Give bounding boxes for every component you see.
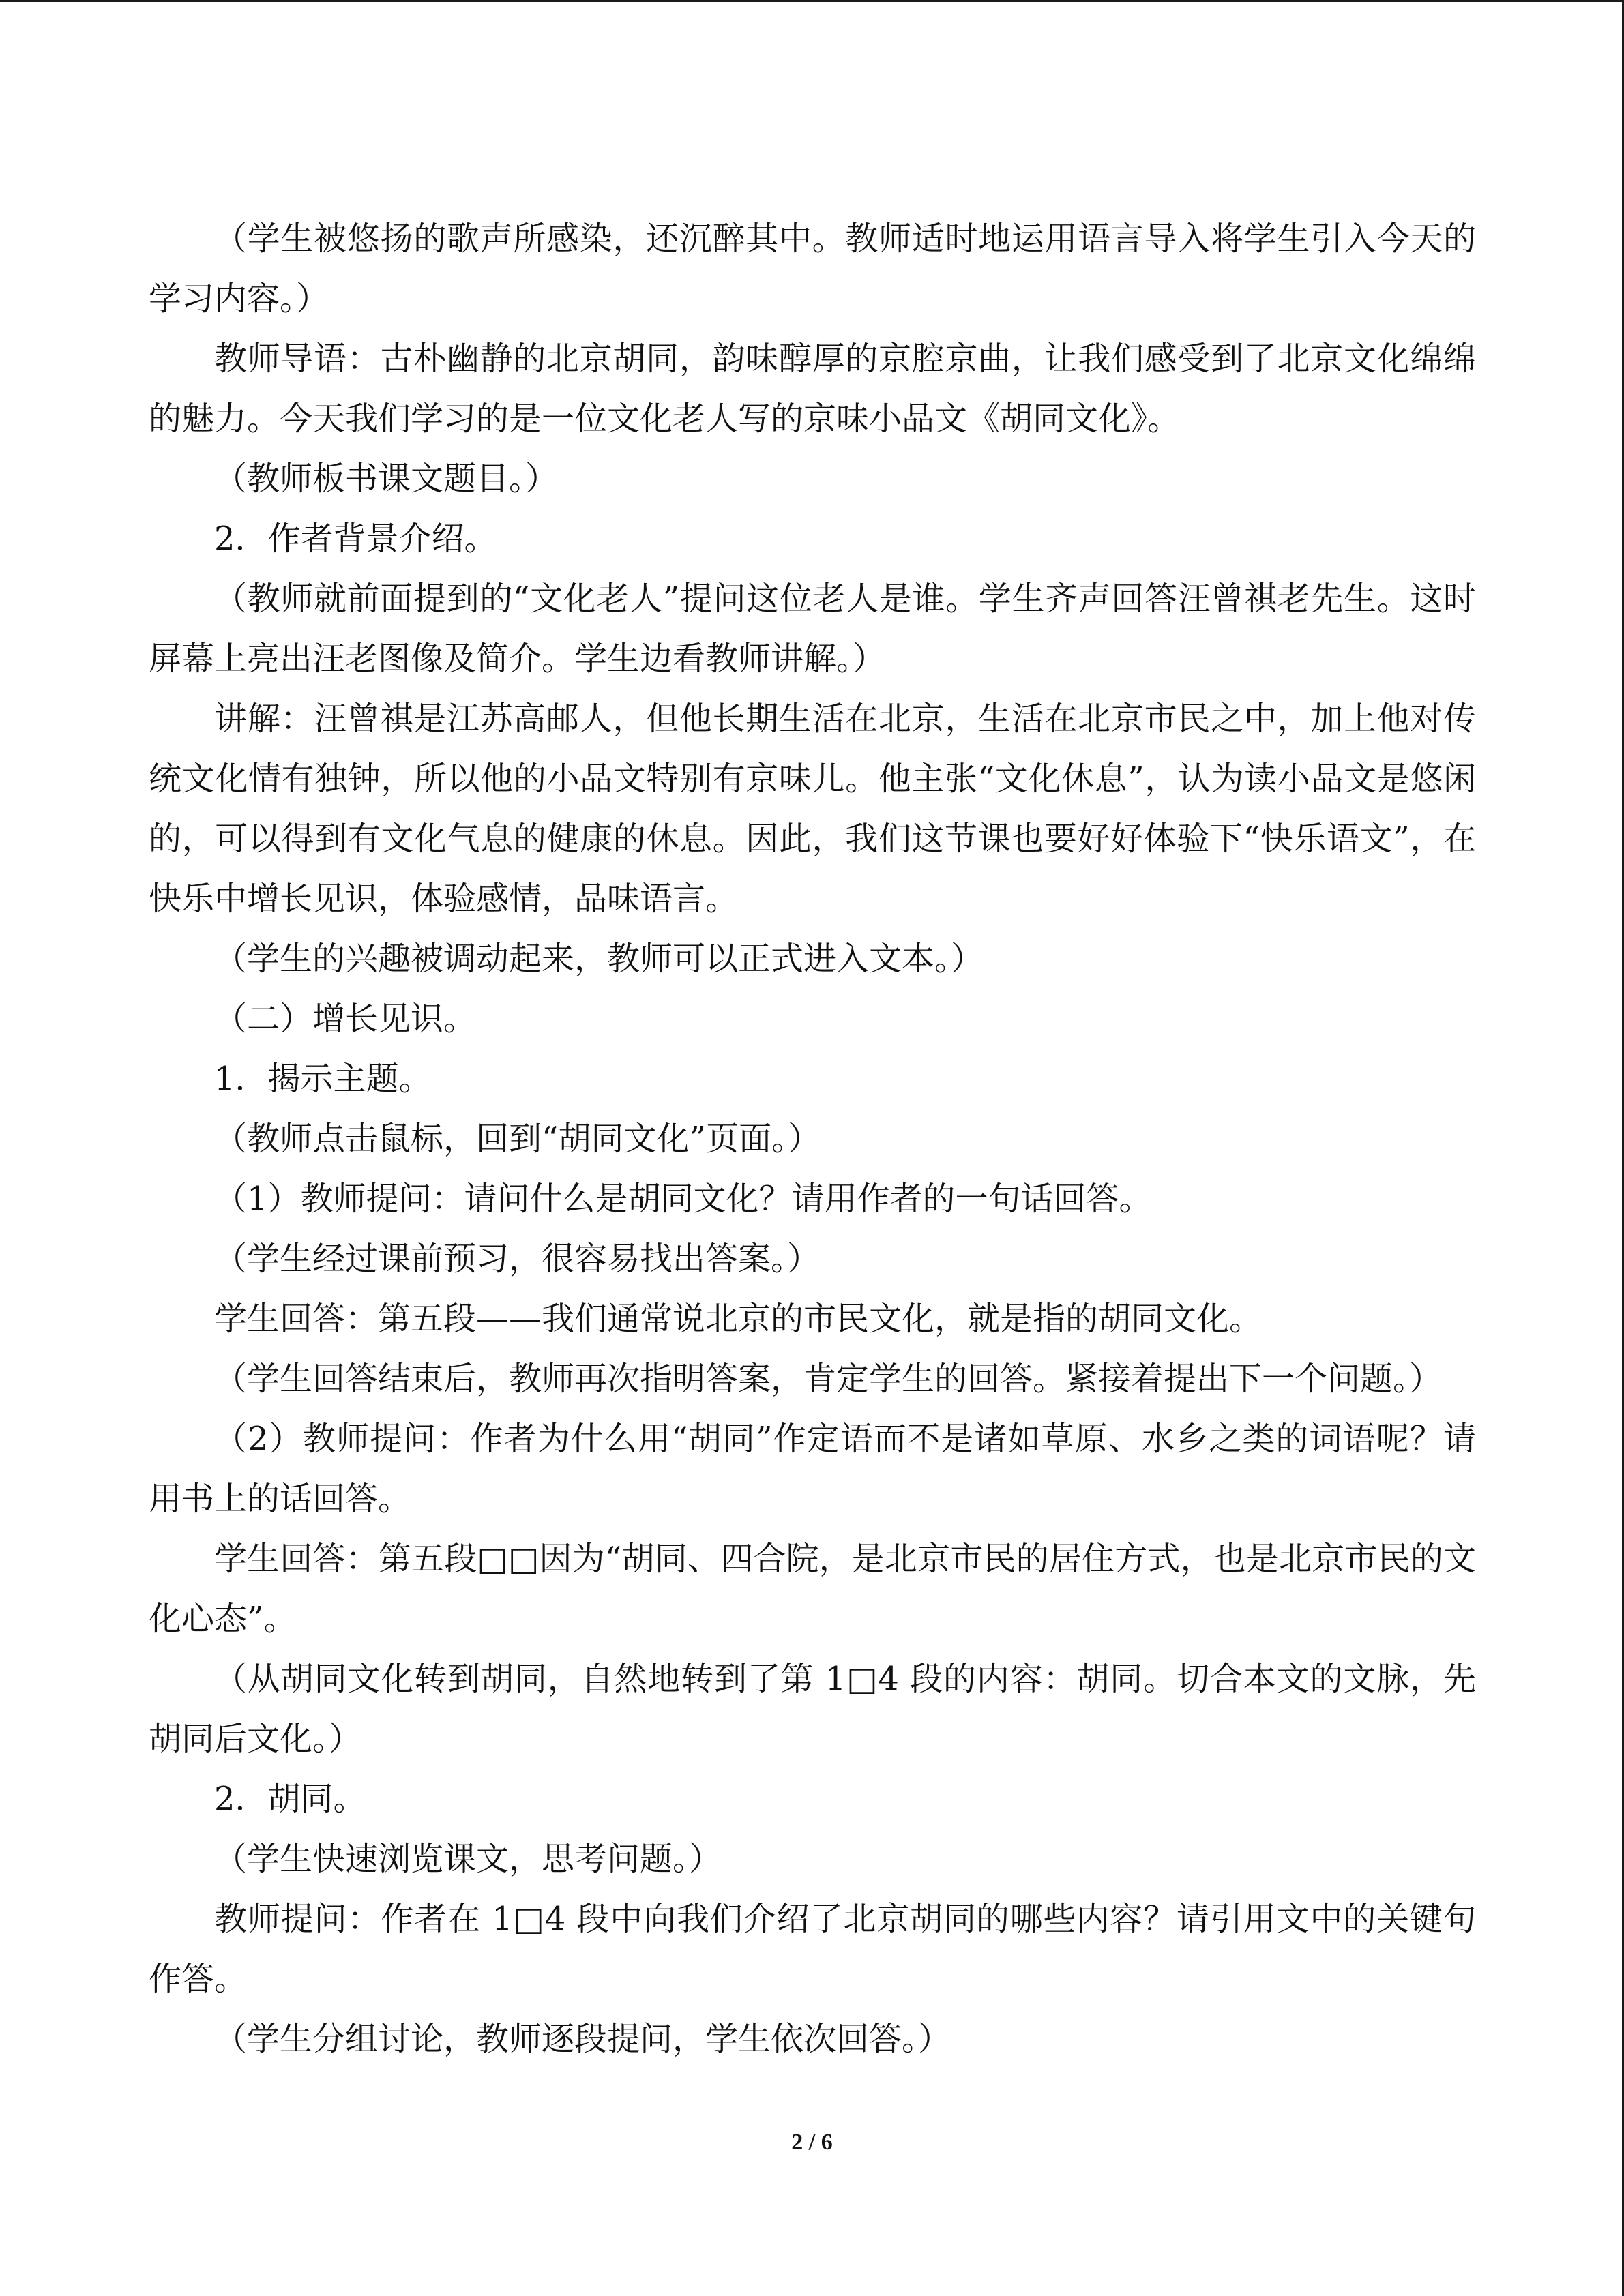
paragraph-16: 学生回答：第五段□□因为“胡同、四合院，是北京市民的居住方式，也是北京市民的文化心态”。 — [149, 1540, 1476, 1638]
paragraph-17: （从胡同文化转到胡同，自然地转到了第 1□4 段的内容：胡同。切合本文的文脉，先胡同后文化。） — [149, 1660, 1476, 1758]
paragraph-1: （学生被悠扬的歌声所感染，还沉醉其中。教师适时地运用语言导入将学生引入今天的学习内容。） — [149, 220, 1476, 318]
paragraph-14: （学生回答结束后，教师再次指明答案，肯定学生的回答。紧接着提出下一个问题。） — [214, 1360, 1443, 1398]
paragraph-19: （学生快速浏览课文，思考问题。） — [214, 1840, 722, 1878]
paragraph-7: （学生的兴趣被调动起来，教师可以正式进入文本。） — [214, 940, 984, 978]
paragraph-3: （教师板书课文题目。） — [214, 460, 559, 498]
paragraph-21: （学生分组讨论，教师逐段提问，学生依次回答。） — [214, 2020, 951, 2058]
paragraph-10: （教师点击鼠标，回到“胡同文化”页面。） — [214, 1120, 821, 1158]
paragraph-13: 学生回答：第五段——我们通常说北京的市民文化，就是指的胡同文化。 — [214, 1300, 1263, 1338]
paragraph-4: 2．作者背景介绍。 — [214, 520, 497, 558]
paragraph-18: 2．胡同。 — [214, 1780, 366, 1818]
page-number: 2 / 6 — [791, 2130, 833, 2155]
paragraph-5: （教师就前面提到的“文化老人”提问这位老人是谁。学生齐声回答汪曾祺老先生。这时屏幕上亮出汪老图像及简介。学生边看教师讲解。） — [149, 580, 1476, 678]
paragraph-15: （2）教师提问：作者为什么用“胡同”作定语而不是诸如草原、水乡之类的词语呢？请用书上的话回答。 — [149, 1420, 1476, 1518]
paragraph-20: 教师提问：作者在 1□4 段中向我们介绍了北京胡同的哪些内容？请引用文中的关键句作答。 — [149, 1900, 1476, 1998]
paragraph-2: 教师导语：古朴幽静的北京胡同，韵味醇厚的京腔京曲，让我们感受到了北京文化绵绵的魅力。今天我们学习的是一位文化老人写的京味小品文《胡同文化》。 — [149, 340, 1476, 438]
document-body — [149, 209, 1476, 2069]
paragraph-6: 讲解：汪曾祺是江苏高邮人，但他长期生活在北京，生活在北京市民之中，加上他对传统文化情有独钟，所以他的小品文特别有京味儿。他主张“文化休息”，认为读小品文是悠闲的，可以得到有文化气息的健康的休息。因此，我们这节课也要好好体验下“快乐语文”，在快乐中增长见识，体验感情，品味语言。 — [149, 700, 1476, 918]
paragraph-8: （二）增长见识。 — [214, 1000, 477, 1038]
paragraph-12: （学生经过课前预习，很容易找出答案。） — [214, 1240, 821, 1278]
page-border-top — [0, 0, 1624, 2]
paragraph-11: （1）教师提问：请问什么是胡同文化？请用作者的一句话回答。 — [214, 1180, 1152, 1218]
paragraph-9: 1．揭示主题。 — [214, 1060, 432, 1098]
